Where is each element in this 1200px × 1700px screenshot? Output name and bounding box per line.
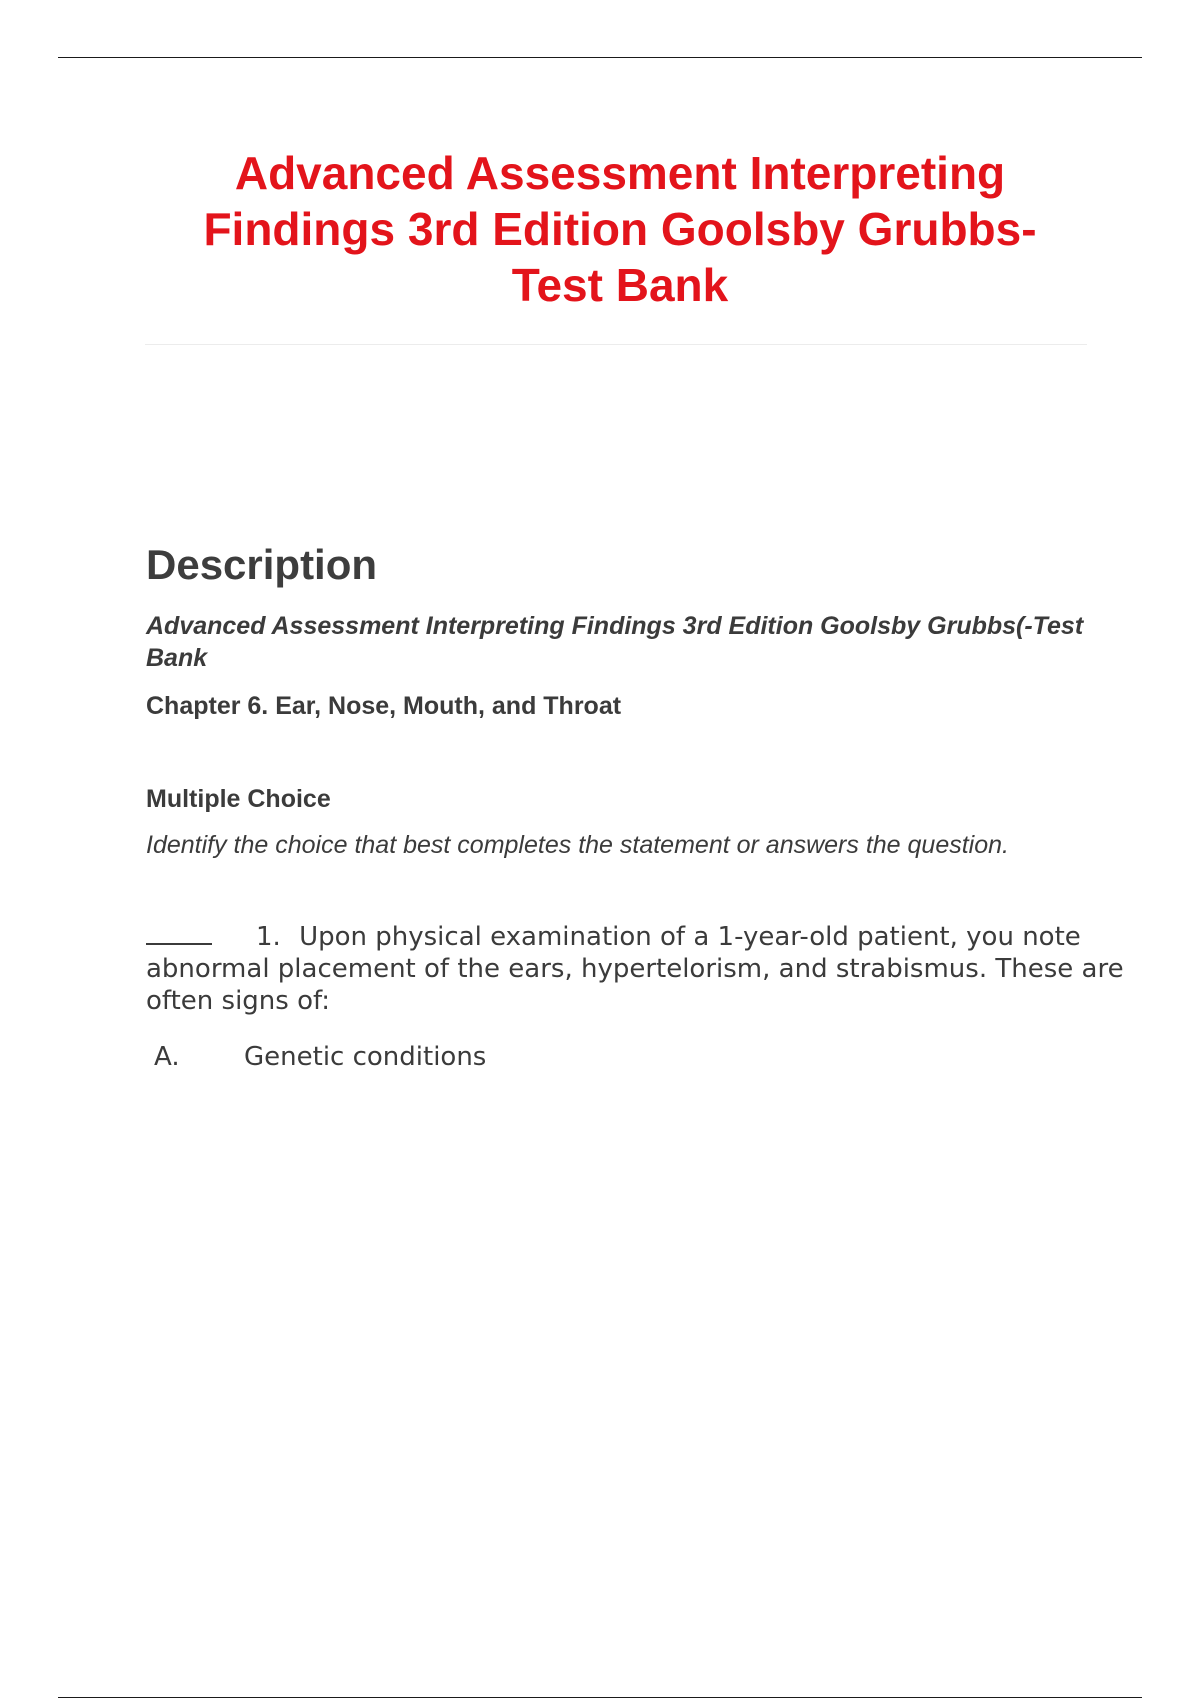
question-1 [146, 921, 1136, 1017]
question-number: 1. [256, 922, 281, 952]
multiple-choice-heading: Multiple Choice [146, 785, 331, 813]
choice-a [154, 1041, 486, 1073]
document-title: Advanced Assessment Interpreting Findings 3rd Edition Goolsby Grubbs-Test Bank [203, 147, 1037, 311]
answer-blank [146, 921, 212, 945]
question-text: Upon physical examination of a 1-year-old patient, you note abnormal placement of the ears, hypertelorism, and strabismus. These are often signs of: [146, 922, 1124, 1016]
choice-text: Genetic conditions [244, 1042, 487, 1072]
chapter-title: Chapter 6. Ear, Nose, Mouth, and Throat [146, 692, 622, 720]
title-divider [145, 344, 1087, 345]
multiple-choice-instruction: Identify the choice that best completes the statement or answers the question. [146, 831, 1009, 859]
top-rule [58, 57, 1142, 58]
bottom-rule [58, 1697, 1142, 1698]
choice-letter: A. [154, 1042, 180, 1072]
description-heading: Description [146, 541, 378, 588]
description-subtitle: Advanced Assessment Interpreting Findings 3rd Edition Goolsby Grubbs(-Test Bank [146, 612, 1084, 672]
